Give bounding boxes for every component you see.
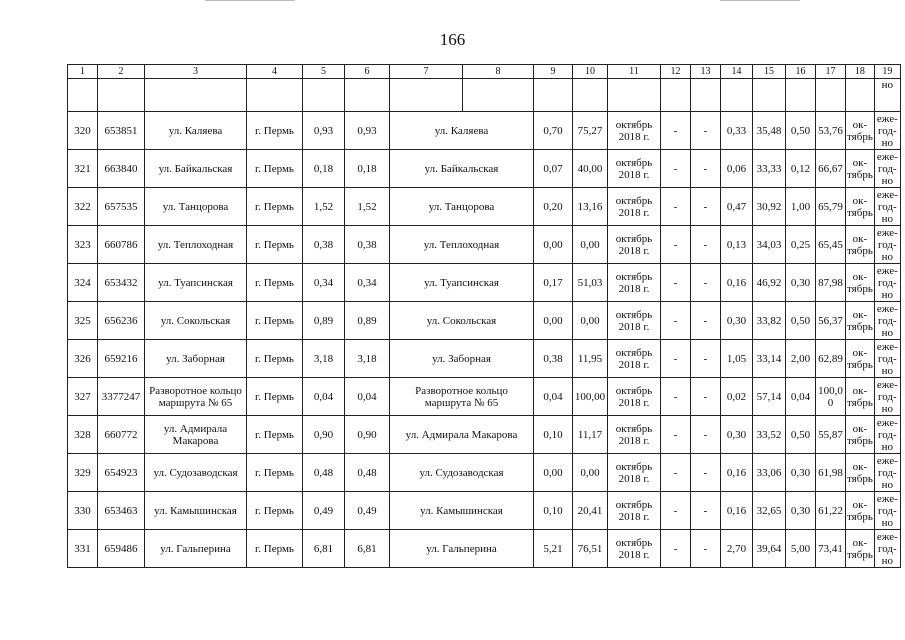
road-code: 663840 — [98, 150, 145, 188]
inspection-date: октябрь 2018 г. — [608, 340, 661, 378]
object-name: ул. Камышинская — [390, 492, 534, 530]
frequency-cell: еже-год-но — [874, 188, 900, 226]
month-cell: ок-тябрь — [846, 150, 875, 188]
city-name: г. Пермь — [247, 264, 303, 302]
row-number: 320 — [68, 112, 98, 150]
value-col-10: 40,00 — [573, 150, 608, 188]
object-name: ул. Гальперина — [390, 530, 534, 568]
value-col-12: - — [661, 454, 691, 492]
city-name: г. Пермь — [247, 112, 303, 150]
month-cell: ок-тябрь — [846, 416, 875, 454]
value-col-14: 0,30 — [721, 416, 753, 454]
value-col-16: 0,30 — [786, 264, 816, 302]
value-col-10: 76,51 — [573, 530, 608, 568]
city-name: г. Пермь — [247, 302, 303, 340]
value-col-13: - — [691, 302, 721, 340]
value-col-12: - — [661, 264, 691, 302]
value-col-15: 33,33 — [753, 150, 786, 188]
street-name: ул. Туапсинская — [145, 264, 247, 302]
value-col-9: 0,04 — [534, 378, 573, 416]
value-col-13: - — [691, 454, 721, 492]
value-col-5: 1,52 — [303, 188, 345, 226]
table-row — [68, 416, 901, 454]
road-code: 659216 — [98, 340, 145, 378]
street-name: ул. Байкальская — [145, 150, 247, 188]
value-col-5: 0,38 — [303, 226, 345, 264]
inspection-date: октябрь 2018 г. — [608, 302, 661, 340]
object-name: ул. Туапсинская — [390, 264, 534, 302]
continuation-cell: но — [874, 79, 900, 112]
value-col-13: - — [691, 378, 721, 416]
street-name: Разворотное кольцо маршрута № 65 — [145, 378, 247, 416]
value-col-17: 53,76 — [816, 112, 846, 150]
roads-table — [67, 64, 901, 568]
col-header: 2 — [98, 65, 145, 79]
row-number: 323 — [68, 226, 98, 264]
city-name: г. Пермь — [247, 454, 303, 492]
value-col-5: 0,04 — [303, 378, 345, 416]
value-col-10: 0,00 — [573, 226, 608, 264]
value-col-17: 62,89 — [816, 340, 846, 378]
month-cell: ок-тябрь — [846, 302, 875, 340]
col-header: 11 — [608, 65, 661, 79]
col-header: 19 — [874, 65, 900, 79]
row-number: 322 — [68, 188, 98, 226]
row-number: 325 — [68, 302, 98, 340]
value-col-5: 0,90 — [303, 416, 345, 454]
value-col-17: 87,98 — [816, 264, 846, 302]
value-col-16: 5,00 — [786, 530, 816, 568]
value-col-14: 0,06 — [721, 150, 753, 188]
value-col-13: - — [691, 226, 721, 264]
month-cell: ок-тябрь — [846, 454, 875, 492]
street-name: ул. Судозаводская — [145, 454, 247, 492]
column-number-row — [68, 65, 901, 79]
value-col-13: - — [691, 112, 721, 150]
table-row — [68, 530, 901, 568]
col-header: 8 — [463, 65, 534, 79]
street-name: ул. Танцорова — [145, 188, 247, 226]
street-name: ул. Сокольская — [145, 302, 247, 340]
object-name: ул. Сокольская — [390, 302, 534, 340]
frequency-cell: еже-год-но — [874, 416, 900, 454]
table-row — [68, 112, 901, 150]
col-header: 5 — [303, 65, 345, 79]
value-col-12: - — [661, 188, 691, 226]
value-col-12: - — [661, 112, 691, 150]
row-number: 327 — [68, 378, 98, 416]
table-row — [68, 188, 901, 226]
col-header: 7 — [390, 65, 463, 79]
value-col-17: 55,87 — [816, 416, 846, 454]
continuation-row — [68, 79, 901, 112]
value-col-9: 0,00 — [534, 302, 573, 340]
value-col-14: 0,30 — [721, 302, 753, 340]
table-row — [68, 378, 901, 416]
frequency-cell: еже-год-но — [874, 340, 900, 378]
inspection-date: октябрь 2018 г. — [608, 530, 661, 568]
frequency-cell: еже-год-но — [874, 454, 900, 492]
street-name: ул. Каляева — [145, 112, 247, 150]
value-col-17: 65,45 — [816, 226, 846, 264]
value-col-13: - — [691, 492, 721, 530]
col-header: 4 — [247, 65, 303, 79]
value-col-9: 0,38 — [534, 340, 573, 378]
street-name: ул. Адмирала Макарова — [145, 416, 247, 454]
value-col-6: 3,18 — [345, 340, 390, 378]
object-name: ул. Танцорова — [390, 188, 534, 226]
value-col-9: 0,20 — [534, 188, 573, 226]
row-number: 328 — [68, 416, 98, 454]
col-header: 6 — [345, 65, 390, 79]
value-col-14: 0,16 — [721, 492, 753, 530]
value-col-6: 0,48 — [345, 454, 390, 492]
city-name: г. Пермь — [247, 226, 303, 264]
value-col-12: - — [661, 150, 691, 188]
road-code: 653432 — [98, 264, 145, 302]
road-code: 657535 — [98, 188, 145, 226]
value-col-13: - — [691, 416, 721, 454]
value-col-13: - — [691, 264, 721, 302]
page-number: 166 — [439, 30, 466, 49]
inspection-date: октябрь 2018 г. — [608, 264, 661, 302]
col-header: 3 — [145, 65, 247, 79]
value-col-10: 20,41 — [573, 492, 608, 530]
value-col-5: 3,18 — [303, 340, 345, 378]
month-cell: ок-тябрь — [846, 530, 875, 568]
value-col-15: 39,64 — [753, 530, 786, 568]
street-name: ул. Теплоходная — [145, 226, 247, 264]
object-name: ул. Байкальская — [390, 150, 534, 188]
value-col-9: 0,17 — [534, 264, 573, 302]
object-name: ул. Каляева — [390, 112, 534, 150]
frequency-cell: еже-год-но — [874, 302, 900, 340]
inspection-date: октябрь 2018 г. — [608, 188, 661, 226]
road-code: 660772 — [98, 416, 145, 454]
value-col-6: 0,38 — [345, 226, 390, 264]
table-row — [68, 340, 901, 378]
value-col-17: 65,79 — [816, 188, 846, 226]
value-col-9: 0,10 — [534, 416, 573, 454]
frequency-cell: еже-год-но — [874, 226, 900, 264]
object-name: ул. Адмирала Макарова — [390, 416, 534, 454]
value-col-5: 0,49 — [303, 492, 345, 530]
frequency-cell: еже-год-но — [874, 264, 900, 302]
value-col-12: - — [661, 416, 691, 454]
city-name: г. Пермь — [247, 530, 303, 568]
row-number: 329 — [68, 454, 98, 492]
value-col-15: 33,82 — [753, 302, 786, 340]
value-col-9: 0,00 — [534, 226, 573, 264]
value-col-16: 0,04 — [786, 378, 816, 416]
value-col-12: - — [661, 340, 691, 378]
row-number: 331 — [68, 530, 98, 568]
value-col-5: 0,34 — [303, 264, 345, 302]
col-header: 9 — [534, 65, 573, 79]
value-col-9: 0,70 — [534, 112, 573, 150]
value-col-16: 0,12 — [786, 150, 816, 188]
value-col-17: 66,67 — [816, 150, 846, 188]
col-header: 13 — [691, 65, 721, 79]
object-name: ул. Судозаводская — [390, 454, 534, 492]
col-header: 1 — [68, 65, 98, 79]
value-col-14: 0,16 — [721, 264, 753, 302]
value-col-6: 0,34 — [345, 264, 390, 302]
value-col-13: - — [691, 188, 721, 226]
frequency-cell: еже-год-но — [874, 378, 900, 416]
month-cell: ок-тябрь — [846, 340, 875, 378]
frequency-cell: еже-год-но — [874, 112, 900, 150]
value-col-14: 0,16 — [721, 454, 753, 492]
table-row — [68, 492, 901, 530]
value-col-10: 0,00 — [573, 454, 608, 492]
value-col-12: - — [661, 530, 691, 568]
table-row — [68, 454, 901, 492]
col-header: 15 — [753, 65, 786, 79]
inspection-date: октябрь 2018 г. — [608, 226, 661, 264]
value-col-9: 0,00 — [534, 454, 573, 492]
value-col-13: - — [691, 150, 721, 188]
road-code: 660786 — [98, 226, 145, 264]
value-col-10: 51,03 — [573, 264, 608, 302]
col-header: 12 — [661, 65, 691, 79]
value-col-15: 32,65 — [753, 492, 786, 530]
value-col-15: 57,14 — [753, 378, 786, 416]
road-code: 653851 — [98, 112, 145, 150]
value-col-15: 33,06 — [753, 454, 786, 492]
object-name: Разворотное кольцо маршрута № 65 — [390, 378, 534, 416]
row-number: 321 — [68, 150, 98, 188]
inspection-date: октябрь 2018 г. — [608, 416, 661, 454]
value-col-17: 73,41 — [816, 530, 846, 568]
row-number: 326 — [68, 340, 98, 378]
month-cell: ок-тябрь — [846, 492, 875, 530]
value-col-15: 35,48 — [753, 112, 786, 150]
road-code: 654923 — [98, 454, 145, 492]
object-name: ул. Теплоходная — [390, 226, 534, 264]
value-col-15: 34,03 — [753, 226, 786, 264]
value-col-10: 11,95 — [573, 340, 608, 378]
value-col-10: 11,17 — [573, 416, 608, 454]
object-name: ул. Заборная — [390, 340, 534, 378]
inspection-date: октябрь 2018 г. — [608, 454, 661, 492]
inspection-date: октябрь 2018 г. — [608, 112, 661, 150]
value-col-16: 0,50 — [786, 416, 816, 454]
inspection-date: октябрь 2018 г. — [608, 378, 661, 416]
table-row — [68, 226, 901, 264]
value-col-6: 0,18 — [345, 150, 390, 188]
value-col-15: 33,14 — [753, 340, 786, 378]
month-cell: ок-тябрь — [846, 264, 875, 302]
city-name: г. Пермь — [247, 378, 303, 416]
street-name: ул. Камышинская — [145, 492, 247, 530]
value-col-17: 61,98 — [816, 454, 846, 492]
value-col-6: 1,52 — [345, 188, 390, 226]
value-col-5: 0,89 — [303, 302, 345, 340]
value-col-16: 0,30 — [786, 454, 816, 492]
value-col-9: 0,07 — [534, 150, 573, 188]
city-name: г. Пермь — [247, 492, 303, 530]
value-col-12: - — [661, 378, 691, 416]
value-col-17: 61,22 — [816, 492, 846, 530]
value-col-14: 0,02 — [721, 378, 753, 416]
value-col-5: 0,93 — [303, 112, 345, 150]
value-col-5: 6,81 — [303, 530, 345, 568]
city-name: г. Пермь — [247, 416, 303, 454]
frequency-cell: еже-год-но — [874, 530, 900, 568]
table-row — [68, 302, 901, 340]
value-col-17: 100,0 0 — [816, 378, 846, 416]
value-col-6: 6,81 — [345, 530, 390, 568]
value-col-10: 75,27 — [573, 112, 608, 150]
col-header: 14 — [721, 65, 753, 79]
value-col-14: 1,05 — [721, 340, 753, 378]
table-row — [68, 264, 901, 302]
value-col-12: - — [661, 302, 691, 340]
road-code: 3377247 — [98, 378, 145, 416]
value-col-6: 0,89 — [345, 302, 390, 340]
value-col-6: 0,04 — [345, 378, 390, 416]
value-col-14: 2,70 — [721, 530, 753, 568]
road-code: 659486 — [98, 530, 145, 568]
col-header: 16 — [786, 65, 816, 79]
value-col-6: 0,90 — [345, 416, 390, 454]
city-name: г. Пермь — [247, 150, 303, 188]
inspection-date: октябрь 2018 г. — [608, 150, 661, 188]
value-col-14: 0,13 — [721, 226, 753, 264]
value-col-9: 0,10 — [534, 492, 573, 530]
month-cell: ок-тябрь — [846, 112, 875, 150]
value-col-15: 30,92 — [753, 188, 786, 226]
value-col-9: 5,21 — [534, 530, 573, 568]
value-col-10: 0,00 — [573, 302, 608, 340]
month-cell: ок-тябрь — [846, 188, 875, 226]
value-col-16: 0,25 — [786, 226, 816, 264]
month-cell: ок-тябрь — [846, 226, 875, 264]
value-col-14: 0,33 — [721, 112, 753, 150]
value-col-6: 0,93 — [345, 112, 390, 150]
road-code: 656236 — [98, 302, 145, 340]
frequency-cell: еже-год-но — [874, 492, 900, 530]
value-col-15: 33,52 — [753, 416, 786, 454]
value-col-6: 0,49 — [345, 492, 390, 530]
value-col-13: - — [691, 340, 721, 378]
row-number: 330 — [68, 492, 98, 530]
value-col-13: - — [691, 530, 721, 568]
frequency-cell: еже-год-но — [874, 150, 900, 188]
col-header: 18 — [846, 65, 875, 79]
value-col-16: 0,30 — [786, 492, 816, 530]
city-name: г. Пермь — [247, 340, 303, 378]
value-col-5: 0,18 — [303, 150, 345, 188]
value-col-15: 46,92 — [753, 264, 786, 302]
value-col-12: - — [661, 226, 691, 264]
value-col-16: 0,50 — [786, 112, 816, 150]
street-name: ул. Заборная — [145, 340, 247, 378]
street-name: ул. Гальперина — [145, 530, 247, 568]
col-header: 10 — [573, 65, 608, 79]
value-col-5: 0,48 — [303, 454, 345, 492]
scan-edge-mark — [720, 0, 800, 1]
value-col-10: 13,16 — [573, 188, 608, 226]
city-name: г. Пермь — [247, 188, 303, 226]
value-col-17: 56,37 — [816, 302, 846, 340]
value-col-14: 0,47 — [721, 188, 753, 226]
inspection-date: октябрь 2018 г. — [608, 492, 661, 530]
table-row — [68, 150, 901, 188]
scan-edge-mark — [205, 0, 295, 1]
value-col-12: - — [661, 492, 691, 530]
value-col-16: 0,50 — [786, 302, 816, 340]
value-col-10: 100,00 — [573, 378, 608, 416]
row-number: 324 — [68, 264, 98, 302]
road-code: 653463 — [98, 492, 145, 530]
value-col-16: 2,00 — [786, 340, 816, 378]
col-header: 17 — [816, 65, 846, 79]
month-cell: ок-тябрь — [846, 378, 875, 416]
value-col-16: 1,00 — [786, 188, 816, 226]
